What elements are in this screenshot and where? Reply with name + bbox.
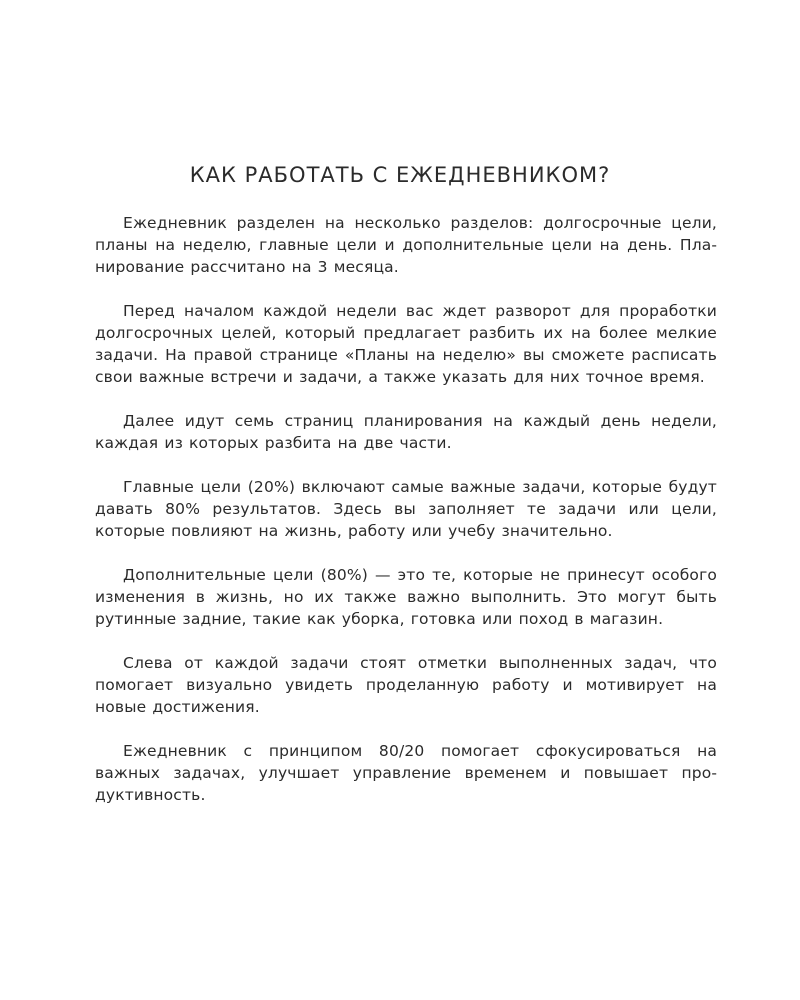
paragraph-weekly-plans: Перед началом каждой недели вас ждет разворот для проработки долгосрочных целей, который предлагает разбить их на более мелкие задачи. На правой странице «Планы на неделю» вы сможете расписать свои важные встречи и задачи, а также указать для них точное время. [95,302,717,386]
paragraph-additional-goals: Дополнительные цели (80%) — это те, которые не принесут особого изменения в жизнь, но их также важно выполнить. Это могут быть рутинные задние, такие как уборка, готовка или поход в магазин. [95,566,717,628]
paragraph-principle-8020: Ежедневник с принципом 80/20 помогает сфокусироваться на важных задачах, улучшает управление временем и повышает продуктивность. [95,742,717,804]
paragraph-main-goals: Главные цели (20%) включают самые важные задачи, которые будут давать 80% результатов. Здесь вы заполняет те задачи или цели, которые повлияют на жизнь, работу или учебу значительно. [95,478,717,540]
page-title: КАК РАБОТАТЬ С ЕЖЕДНЕВНИКОМ? [189,163,611,187]
paragraph-daily-pages: Далее идут семь страниц планирования на каждый день недели, каждая из которых разбита на две части. [95,412,717,452]
body-text [95,212,717,828]
paragraph-checkmarks: Слева от каждой задачи стоят отметки выполненных задач, что помогает визуально увидеть проделанную работу и мотивирует на новые достижения. [95,654,717,716]
paragraph-sections: Ежедневник разделен на несколько разделов: долгосрочные цели, планы на неделю, главные цели и дополнительные цели на день. Планирование рассчитано на 3 месяца. [95,214,717,276]
